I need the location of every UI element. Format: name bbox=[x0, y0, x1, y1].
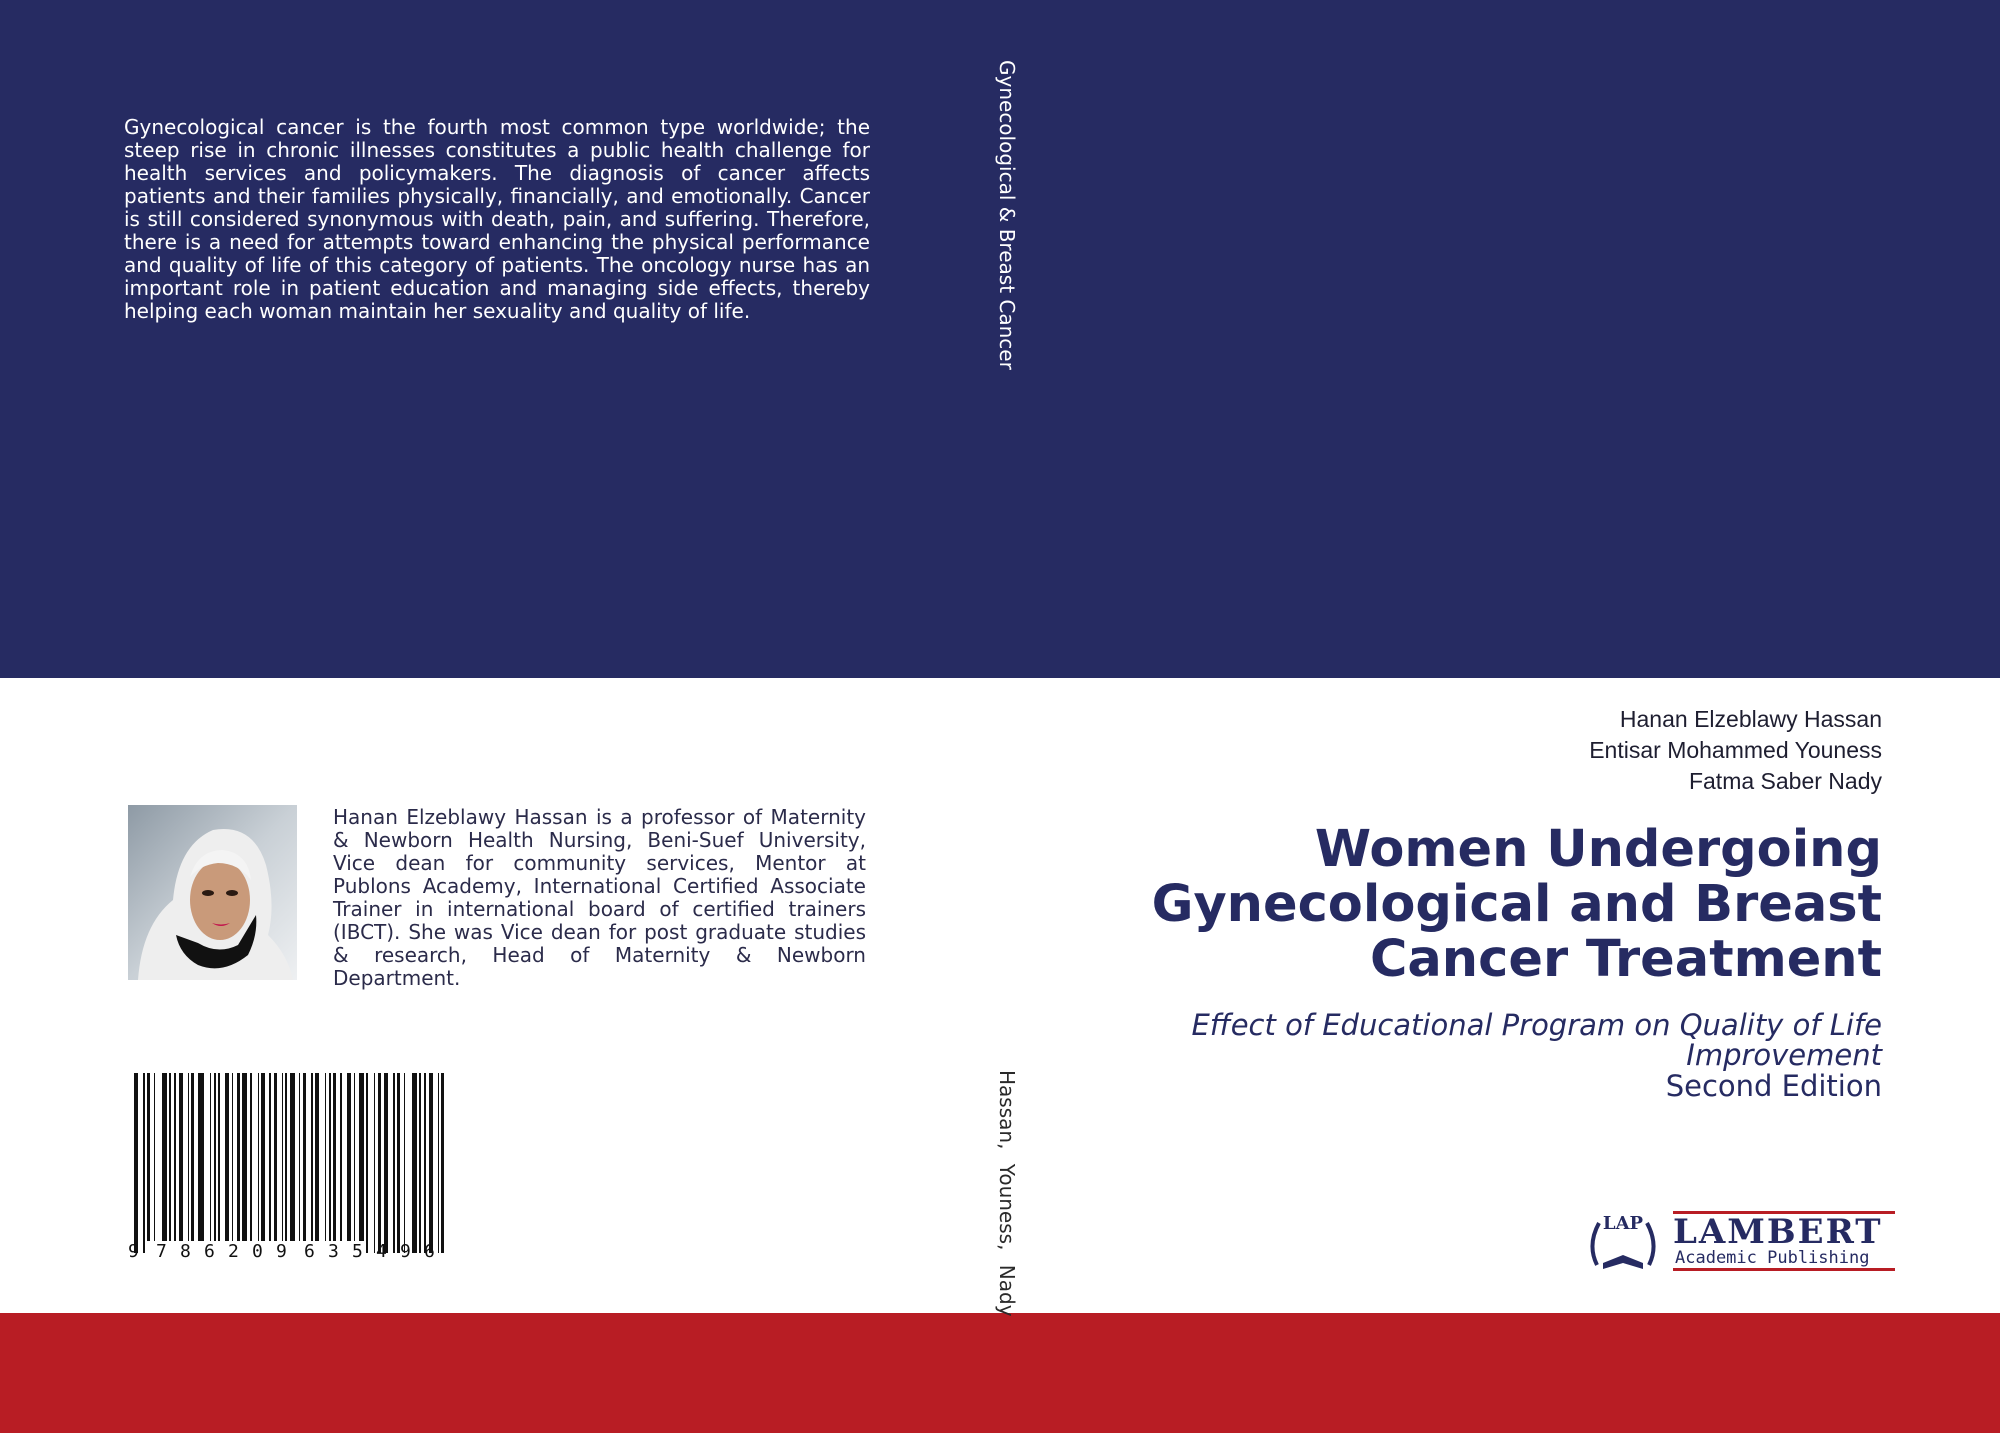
barcode-bar bbox=[198, 1073, 204, 1241]
barcode-bar bbox=[384, 1073, 388, 1253]
barcode-bar bbox=[269, 1073, 271, 1241]
barcode-bar bbox=[366, 1073, 368, 1253]
isbn-digit: 8 bbox=[180, 1241, 191, 1258]
barcode-bar bbox=[169, 1073, 171, 1241]
barcode-bar bbox=[303, 1073, 306, 1241]
barcode-bar bbox=[374, 1073, 375, 1253]
barcode-bar bbox=[325, 1073, 326, 1241]
barcode-bar bbox=[282, 1073, 283, 1241]
barcode-bar bbox=[424, 1073, 426, 1253]
bottom-red-band bbox=[0, 1313, 2000, 1433]
barcode-bar bbox=[441, 1073, 444, 1253]
barcode-bar bbox=[329, 1073, 331, 1241]
barcode-bar bbox=[232, 1073, 233, 1241]
isbn-digit: 6 bbox=[304, 1241, 315, 1258]
laurel-emblem-icon bbox=[1592, 1213, 1653, 1269]
barcode-bar bbox=[258, 1073, 259, 1241]
barcode-bar bbox=[412, 1073, 417, 1253]
logo-emblem-text: LAP bbox=[1602, 1213, 1644, 1234]
isbn-digit: 9 bbox=[276, 1241, 287, 1258]
barcode-bar bbox=[429, 1073, 433, 1253]
isbn-digit: 5 bbox=[352, 1241, 363, 1258]
logo-publisher-tagline: Academic Publishing bbox=[1675, 1248, 1870, 1268]
barcode-bar bbox=[174, 1073, 176, 1241]
isbn-digit: 0 bbox=[252, 1241, 263, 1258]
isbn-digit: 3 bbox=[328, 1241, 339, 1258]
barcode-bar bbox=[354, 1073, 355, 1241]
barcode-bar bbox=[378, 1073, 381, 1253]
barcode-bar bbox=[393, 1073, 395, 1253]
front-cover-authors bbox=[1589, 704, 1882, 797]
book-title: Women Undergoing Gynecological and Breast Cancer Treatment bbox=[1151, 820, 1882, 989]
author-name: Hanan Elzeblawy Hassan bbox=[1619, 706, 1882, 732]
barcode-bar bbox=[274, 1073, 277, 1241]
book-subtitle: Effect of Educational Program on Quality of Life Improvement bbox=[1191, 1008, 1882, 1072]
barcode-bar bbox=[147, 1073, 150, 1241]
barcode-bar bbox=[347, 1073, 351, 1241]
barcode-bar bbox=[311, 1073, 313, 1241]
isbn-barcode bbox=[126, 1073, 446, 1258]
author-photo bbox=[128, 805, 297, 980]
barcode-bar bbox=[438, 1073, 439, 1253]
book-edition: Second Edition bbox=[1665, 1069, 1882, 1103]
logo-publisher-name: LAMBERT bbox=[1673, 1212, 1883, 1252]
barcode-bar bbox=[250, 1073, 252, 1241]
author-name: Entisar Mohammed Youness bbox=[1589, 737, 1882, 763]
isbn-digit: 6 bbox=[204, 1241, 215, 1258]
barcode-bar bbox=[134, 1073, 138, 1253]
barcode-bar bbox=[285, 1073, 287, 1241]
barcode-bar bbox=[242, 1073, 247, 1241]
spine-title: Gynecological & Breast Cancer bbox=[995, 60, 1019, 370]
barcode-bar bbox=[290, 1073, 295, 1241]
isbn-digit: 4 bbox=[376, 1241, 387, 1258]
back-cover-blurb: Gynecological cancer is the fourth most common type worldwide; the steep rise in chronic illnesses constitutes a public health challenge for health services and policymakers. The diagnosis of cancer affects patients and their families physically, financially, and emotionally. Cancer is still considered synonymous with death, pain, and suffering. Therefore, there is a need for attempts toward enhancing the physical performance and quality of life of this category of patients. The oncology nurse has an important role in patient education and managing side effects, thereby helping each woman maintain her sexuality and quality of life. bbox=[124, 115, 870, 323]
barcode-bar bbox=[214, 1073, 216, 1241]
spine-authors: Hassan, Youness, Nady bbox=[995, 1070, 1019, 1317]
isbn-digit: 6 bbox=[424, 1241, 435, 1258]
publisher-logo bbox=[1585, 1205, 1895, 1277]
barcode-bar bbox=[191, 1073, 194, 1241]
barcode-bar bbox=[419, 1073, 421, 1253]
barcode-bar bbox=[397, 1073, 400, 1253]
author-name: Fatma Saber Nady bbox=[1688, 768, 1882, 794]
isbn-digit: 9 bbox=[400, 1241, 411, 1258]
barcode-bar bbox=[210, 1073, 211, 1241]
barcode-bar bbox=[237, 1073, 240, 1241]
isbn-digit: 7 bbox=[156, 1241, 167, 1258]
barcode-bar bbox=[404, 1073, 405, 1253]
isbn-digit: 2 bbox=[228, 1241, 239, 1258]
barcode-bar bbox=[340, 1073, 342, 1241]
barcode-bar bbox=[333, 1073, 336, 1241]
barcode-bar bbox=[154, 1073, 155, 1241]
barcode-bar bbox=[299, 1073, 300, 1241]
barcode-bar bbox=[315, 1073, 319, 1241]
barcode-bar bbox=[179, 1073, 183, 1241]
barcode-bar bbox=[218, 1073, 220, 1241]
isbn-digit: 9 bbox=[128, 1241, 139, 1258]
author-bio: Hanan Elzeblawy Hassan is a professor of Maternity & Newborn Health Nursing, Beni-Suef University, Vice dean for community services, Mentor at Publons Academy, International Certified Associate Trainer in international board of certified trainers (IBCT). She was Vice dean for post graduate studies & research, Head of Maternity & Newborn Department. bbox=[333, 805, 866, 990]
barcode-bar bbox=[162, 1073, 167, 1241]
barcode-bar bbox=[188, 1073, 189, 1241]
barcode-bar bbox=[225, 1073, 229, 1241]
barcode-bar bbox=[261, 1073, 265, 1241]
barcode-bar bbox=[143, 1073, 145, 1253]
barcode-bar bbox=[359, 1073, 364, 1241]
